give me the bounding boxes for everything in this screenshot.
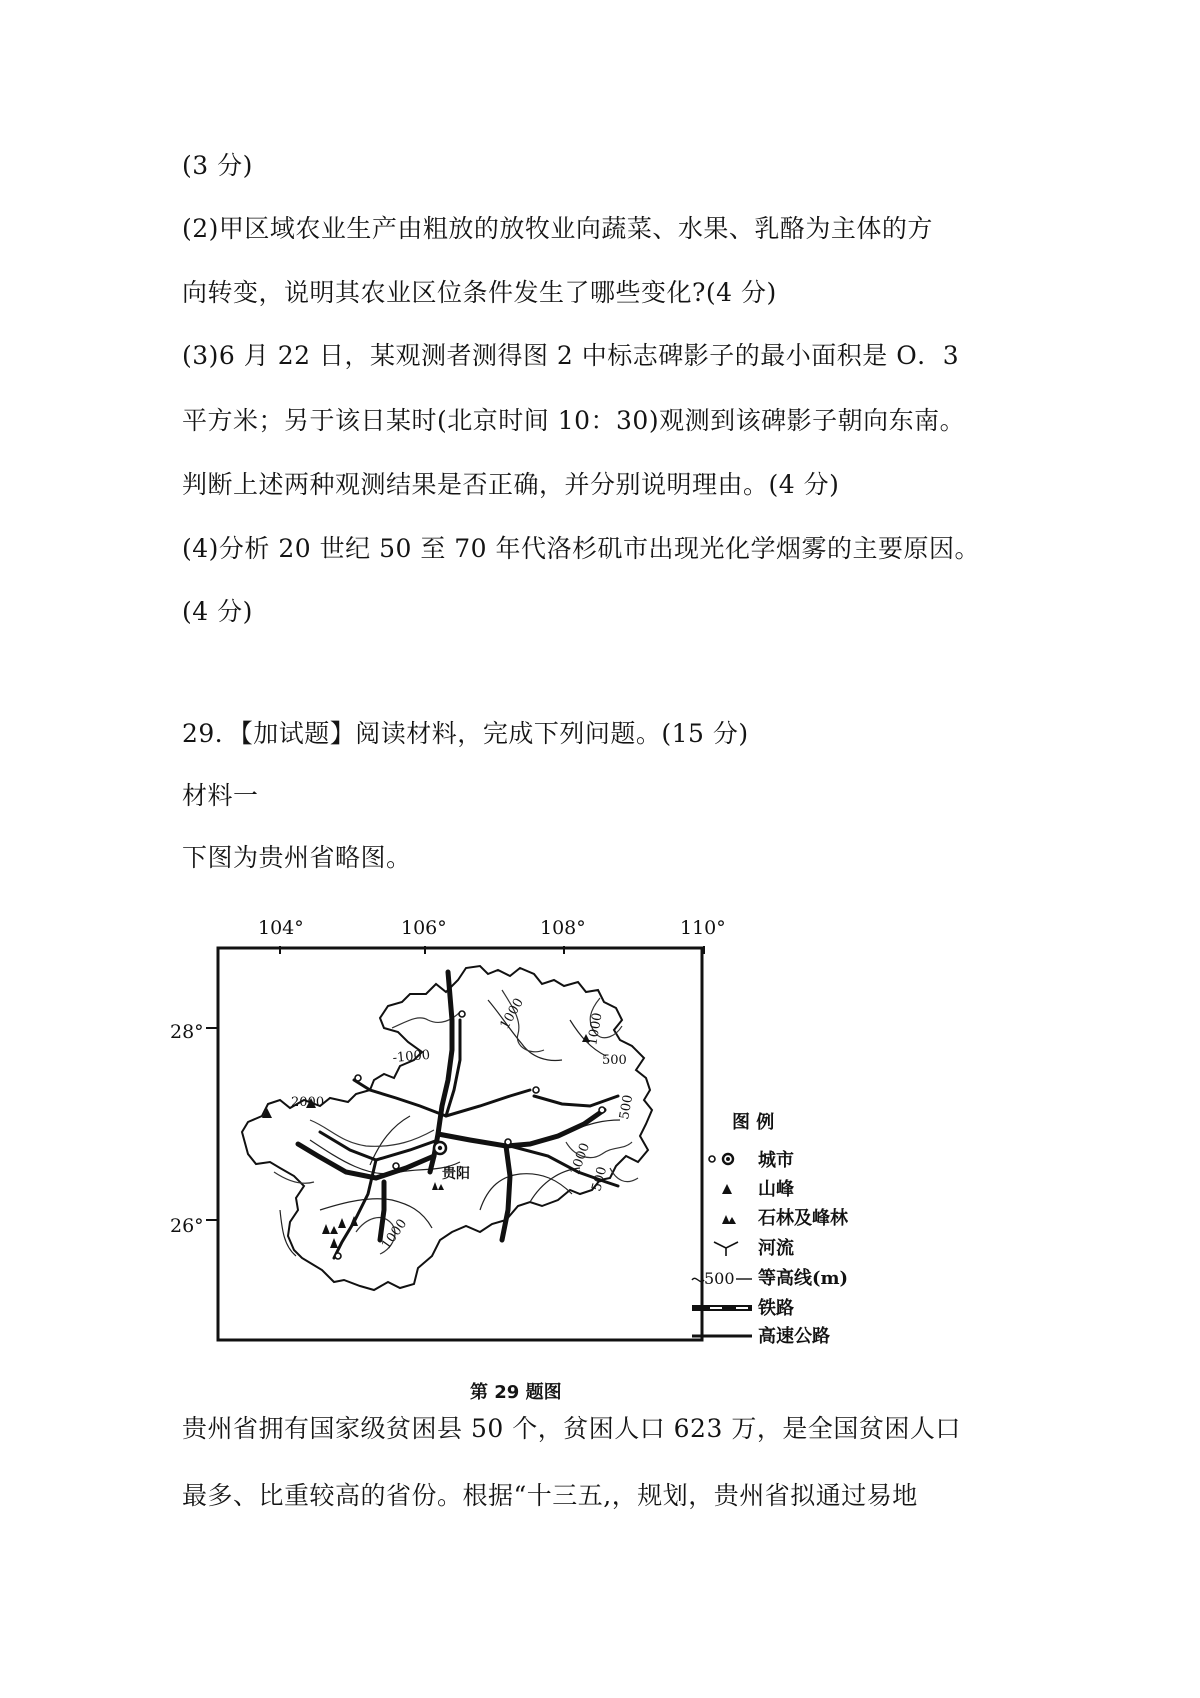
legend-title: 图 例 xyxy=(732,1112,775,1133)
city-marker xyxy=(335,1253,341,1259)
text-line: (3)6 月 22 日，某观测者测得图 2 中标志碑影子的最小面积是 O．3 xyxy=(182,341,960,370)
question-heading: 29．【加试题】阅读材料，完成下列问题。(15 分) xyxy=(182,719,749,748)
material-label: 材料一 xyxy=(182,781,259,810)
legend-highway: 高速公路 xyxy=(758,1326,830,1347)
figure-caption: 第 29 题图 xyxy=(470,1382,562,1403)
legend-contour: 等高线(m) xyxy=(758,1268,849,1289)
legend-peak: 山峰 xyxy=(758,1179,794,1200)
text-line: 判断上述两种观测结果是否正确，并分别说明理由。(4 分) xyxy=(182,470,840,499)
legend-stone-forest: 石林及峰林 xyxy=(758,1208,848,1229)
lat-label-28: 28° xyxy=(170,1021,204,1043)
legend-city-icon xyxy=(709,1156,715,1162)
contour-label: 2000 xyxy=(291,1095,325,1110)
legend-city: 城市 xyxy=(758,1150,794,1171)
contour-label: 500 xyxy=(617,1093,637,1121)
map-legend xyxy=(692,1111,849,1347)
legend-railway: 铁路 xyxy=(758,1298,794,1319)
city-marker xyxy=(599,1107,605,1113)
lon-label-108: 108° xyxy=(540,917,586,939)
contour-label: 1000 xyxy=(378,1216,411,1253)
text-line: (2)甲区域农业生产由粗放的放牧业向蔬菜、水果、乳酪为主体的方 xyxy=(182,214,933,243)
text-line: (4 分) xyxy=(182,597,253,626)
legend-river-icon xyxy=(714,1242,738,1256)
legend-peak-icon xyxy=(722,1184,732,1194)
city-marker xyxy=(355,1075,361,1081)
guizhou-map xyxy=(170,910,849,1360)
lon-label-110: 110° xyxy=(680,917,726,939)
guizhou-map-figure xyxy=(170,910,849,1360)
city-marker xyxy=(393,1163,399,1169)
text-line: 向转变，说明其农业区位条件发生了哪些变化?(4 分) xyxy=(182,278,777,307)
city-marker xyxy=(533,1087,539,1093)
city-marker xyxy=(459,1011,465,1017)
text-line: (3 分) xyxy=(182,151,253,180)
lon-label-106: 106° xyxy=(401,917,447,939)
contour-label: 1000 xyxy=(497,995,528,1032)
contour-label: 1000 xyxy=(585,1011,606,1047)
city-label-guiyang: 贵阳 xyxy=(442,1166,470,1182)
contour-label: 1000 xyxy=(567,1141,594,1178)
legend-river: 河流 xyxy=(758,1238,794,1259)
text-line: 最多、比重较高的省份。根据“十三五,，规划，贵州省拟通过易地 xyxy=(182,1481,918,1510)
lat-label-26: 26° xyxy=(170,1215,204,1237)
contour-label: 500 xyxy=(589,1165,611,1194)
city-marker xyxy=(505,1139,511,1145)
contour-label: 500 xyxy=(602,1053,627,1068)
text-line: 贵州省拥有国家级贫困县 50 个，贫困人口 623 万，是全国贫困人口 xyxy=(182,1414,961,1443)
text-line: 平方米；另于该日某时(北京时间 10：30)观测到该碑影子朝向东南。 xyxy=(182,406,966,435)
contour-label: -1000 xyxy=(392,1047,431,1066)
figure-intro: 下图为贵州省略图。 xyxy=(182,843,412,872)
lon-label-104: 104° xyxy=(258,917,304,939)
legend-contour-sample: 500 xyxy=(704,1269,735,1288)
text-line: (4)分析 20 世纪 50 至 70 年代洛杉矶市出现光化学烟雾的主要原因。 xyxy=(182,534,981,563)
